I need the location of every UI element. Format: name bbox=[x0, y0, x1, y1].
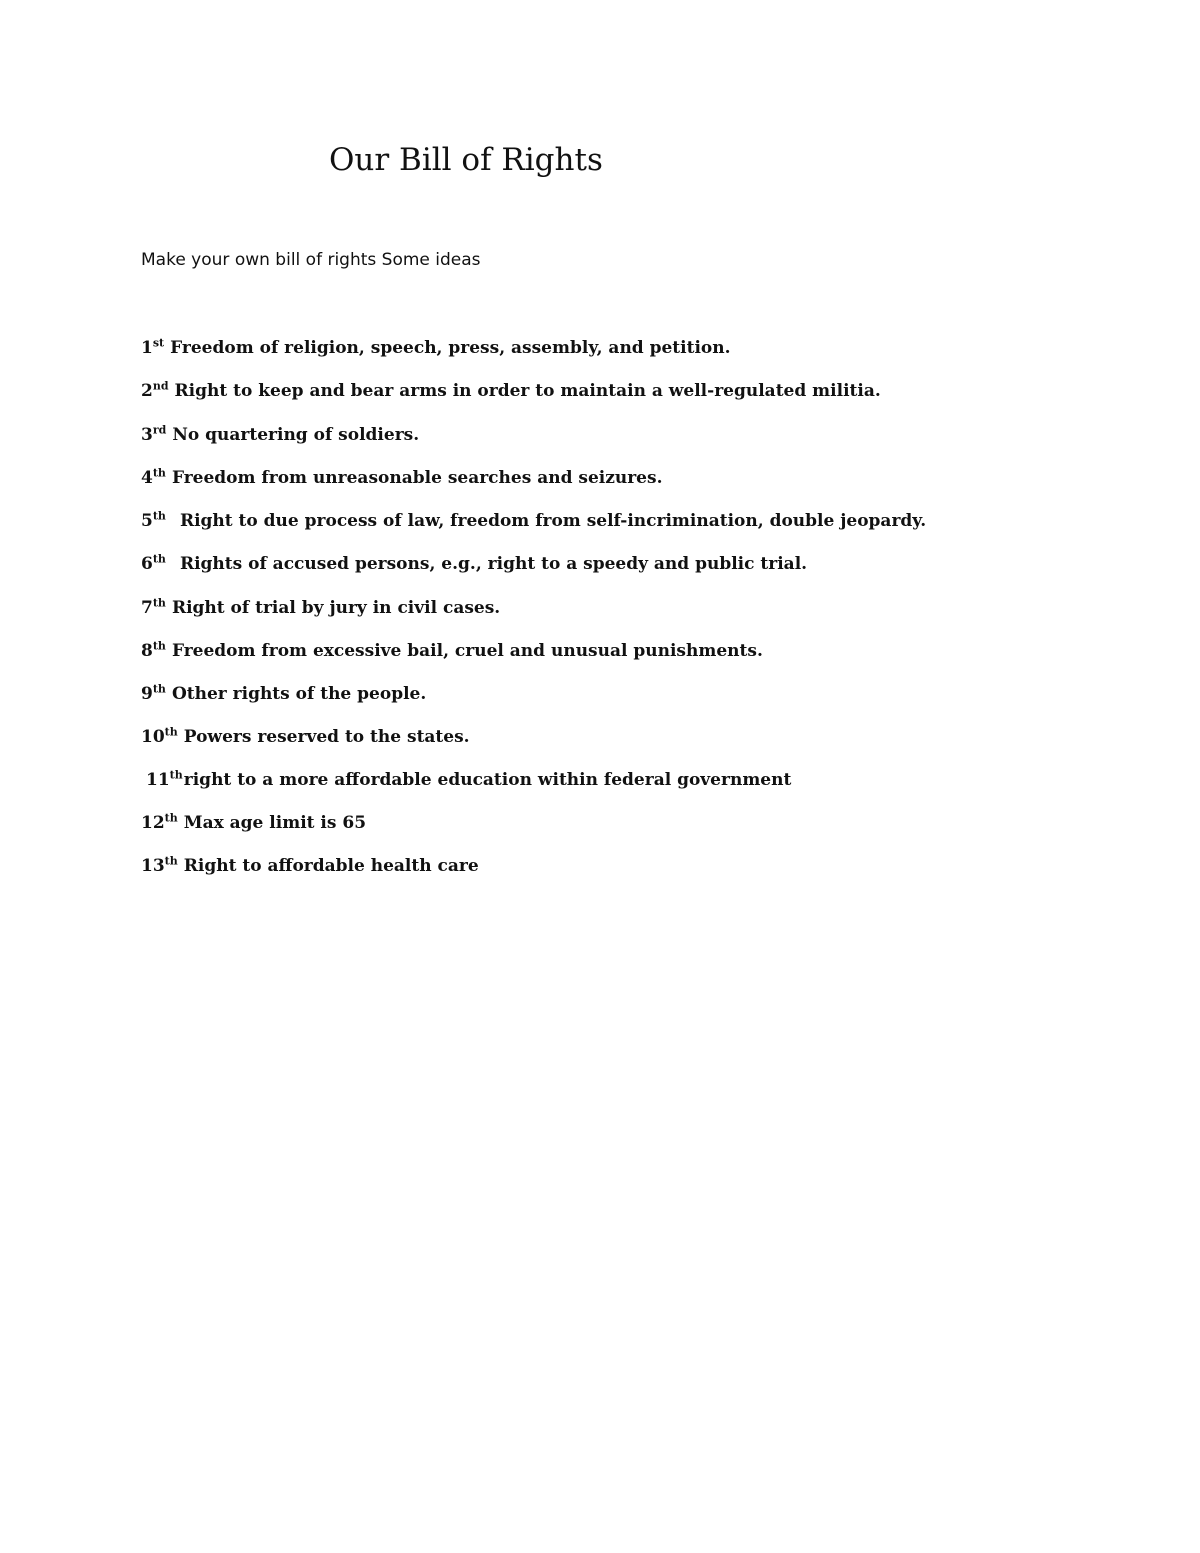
right-text: right to a more affordable education within federal government bbox=[183, 770, 792, 790]
right-text: Right to due process of law, freedom from self-incrimination, double jeopardy. bbox=[179, 511, 927, 531]
ordinal-number: 4 bbox=[141, 468, 153, 488]
list-item bbox=[141, 812, 366, 834]
right-text: Freedom from unreasonable searches and seizures. bbox=[171, 468, 663, 488]
ordinal-suffix: th bbox=[152, 682, 166, 696]
right-text: Right to keep and bear arms in order to maintain a well-regulated militia. bbox=[174, 381, 881, 401]
list-item bbox=[141, 510, 926, 532]
right-text: Right to affordable health care bbox=[183, 856, 479, 876]
list-item bbox=[141, 337, 731, 359]
right-text: Right of trial by jury in civil cases. bbox=[171, 598, 501, 618]
ordinal-number: 9 bbox=[141, 684, 153, 704]
list-item bbox=[141, 380, 881, 402]
ordinal-suffix: th bbox=[152, 509, 166, 523]
list-item bbox=[141, 467, 663, 489]
page-title: Our Bill of Rights bbox=[329, 142, 603, 178]
ordinal-number: 6 bbox=[141, 554, 153, 574]
ordinal-number: 5 bbox=[141, 511, 153, 531]
list-item bbox=[141, 683, 426, 705]
ordinal-suffix: th bbox=[169, 768, 183, 782]
intro-text: Make your own bill of rights Some ideas bbox=[141, 250, 481, 270]
list-item bbox=[141, 726, 470, 748]
list-item bbox=[146, 769, 791, 791]
ordinal-suffix: nd bbox=[152, 379, 169, 393]
right-text: Other rights of the people. bbox=[171, 684, 427, 704]
list-item bbox=[141, 553, 807, 575]
list-item bbox=[141, 597, 500, 619]
ordinal-suffix: th bbox=[152, 466, 166, 480]
right-text: Freedom from excessive bail, cruel and unusual punishments. bbox=[171, 641, 763, 661]
list-item bbox=[141, 424, 419, 446]
ordinal-suffix: th bbox=[152, 596, 166, 610]
ordinal-number: 11 bbox=[146, 770, 170, 790]
ordinal-number: 2 bbox=[141, 381, 153, 401]
list-item bbox=[141, 855, 479, 877]
ordinal-suffix: th bbox=[164, 811, 178, 825]
ordinal-suffix: rd bbox=[152, 423, 167, 437]
right-text: Rights of accused persons, e.g., right to a speedy and public trial. bbox=[179, 554, 808, 574]
right-text: Max age limit is 65 bbox=[183, 813, 367, 833]
ordinal-number: 1 bbox=[141, 338, 153, 358]
ordinal-number: 10 bbox=[141, 727, 165, 747]
ordinal-suffix: th bbox=[164, 854, 178, 868]
ordinal-number: 7 bbox=[141, 598, 153, 618]
right-text: No quartering of soldiers. bbox=[172, 425, 420, 445]
ordinal-number: 13 bbox=[141, 856, 165, 876]
ordinal-suffix: th bbox=[152, 552, 166, 566]
ordinal-suffix: st bbox=[152, 336, 165, 350]
ordinal-suffix: th bbox=[152, 639, 166, 653]
right-text: Powers reserved to the states. bbox=[183, 727, 470, 747]
list-item bbox=[141, 640, 763, 662]
ordinal-number: 3 bbox=[141, 425, 153, 445]
ordinal-suffix: th bbox=[164, 725, 178, 739]
ordinal-number: 8 bbox=[141, 641, 153, 661]
ordinal-number: 12 bbox=[141, 813, 165, 833]
right-text: Freedom of religion, speech, press, assembly, and petition. bbox=[170, 338, 731, 358]
